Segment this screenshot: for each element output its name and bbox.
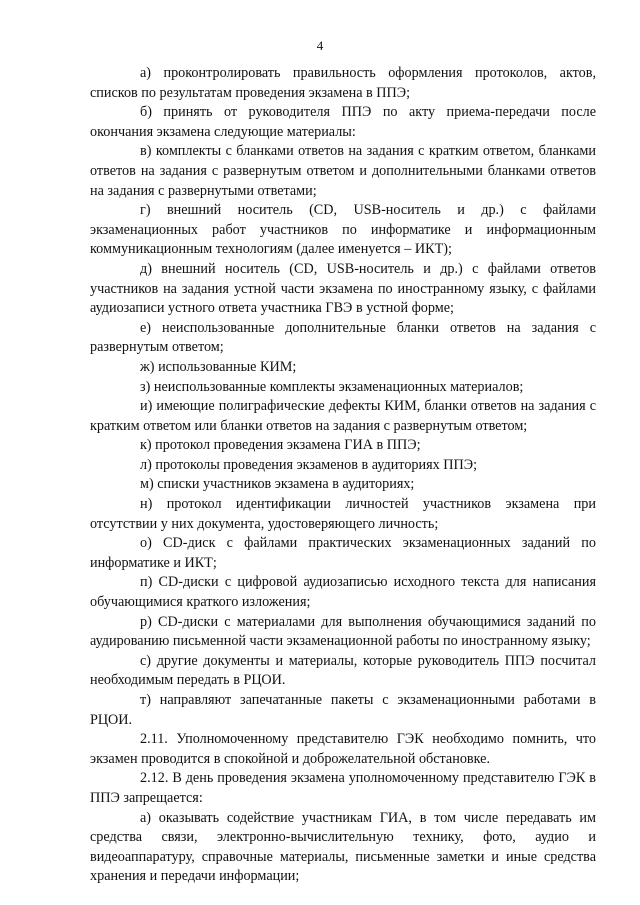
paragraph-2-12-prohibitions: 2.12. В день проведения экзамена уполномоченному представителю ГЭК в ППЭ запрещается: <box>90 770 596 806</box>
paragraph-2-11-calm-atmosphere: 2.11. Уполномоченному представителю ГЭК необходимо помнить, что экзамен проводится в спокойной и доброжелательной обстановке. <box>90 731 596 767</box>
paragraph-zh-used-kim: ж) использованные КИМ; <box>140 358 297 375</box>
paragraph-t-sealed-packages: т) направляют запечатанные пакеты с экзаменационными работами в РЦОИ. <box>90 692 596 728</box>
paragraph-g-external-media-ikt: г) внешний носитель (CD, USB-носитель и др.) с файлами экзаменационных работ участников по информатике и информационным коммуникационным технологиям (далее именуется – ИКТ); <box>90 202 596 258</box>
paragraph-l-auditorium-protocols: л) протоколы проведения экзаменов в аудиториях ППЭ; <box>140 456 478 473</box>
page-number: 4 <box>316 38 324 53</box>
document-body <box>90 64 596 887</box>
paragraph-z-unused-kits: з) неиспользованные комплекты экзаменационных материалов; <box>140 378 524 395</box>
paragraph-s-other-documents: с) другие документы и материалы, которые руководитель ППЭ посчитал необходимым передать в РЦОИ. <box>90 652 596 689</box>
paragraph-a-check-protocols: а) проконтролировать правильность оформления протоколов, актов, списков по результатам проведения экзамена в ППЭ; <box>90 65 596 101</box>
paragraph-d-external-media-language: д) внешний носитель (CD, USB-носитель и др.) с файлами ответов участников на задания устной части экзамена по иностранному языку, с файлами аудиозаписи устного ответа участника ГВЭ в устной форме; <box>90 260 596 317</box>
paragraph-v-answer-sheets: в) комплекты с бланками ответов на задания с кратким ответом, бланками ответов на задания с развернутым ответом и дополнительными бланками ответов на задания с развернутыми ответами; <box>90 143 596 199</box>
paragraph-e-unused-extra-sheets: е) неиспользованные дополнительные бланки ответов на задания с развернутым ответом; <box>90 319 596 356</box>
paragraph-o-cd-practical-tasks: о) CD-диск с файлами практических экзаменационных заданий по информатике и ИКТ; <box>90 535 596 571</box>
paragraph-p-cd-audio-summary: п) CD-диски с цифровой аудиозаписью исходного текста для написания обучающимися краткого изложения; <box>90 574 596 611</box>
paragraph-2-12-a-assistance: а) оказывать содействие участникам ГИА, в том числе передавать им средства связи, электронно-вычислительную технику, фото, аудио и видеоаппаратуру, справочные материалы, письменные заметки и иные средства хранения и передачи информации; <box>90 809 596 885</box>
paragraph-m-participant-lists: м) списки участников экзамена в аудиториях; <box>140 476 415 493</box>
paragraph-k-exam-protocol: к) протокол проведения экзамена ГИА в ППЭ; <box>140 437 421 454</box>
paragraph-r-cd-listening: р) CD-диски с материалами для выполнения обучающимися заданий по аудированию письменной части экзаменационной работы по иностранному языку; <box>90 613 596 650</box>
paragraph-i-defective-kim: и) имеющие полиграфические дефекты КИМ, бланки ответов на задания с кратким ответом или бланки ответов на задания с развернутым ответом; <box>90 398 596 434</box>
paragraph-b-accept-materials: б) принять от руководителя ППЭ по акту приема-передачи после окончания экзамена следующие материалы: <box>90 104 596 140</box>
paragraph-n-identification-protocol: н) протокол идентификации личностей участников экзамена при отсутствии у них документа, удостоверяющего личность; <box>90 496 596 532</box>
